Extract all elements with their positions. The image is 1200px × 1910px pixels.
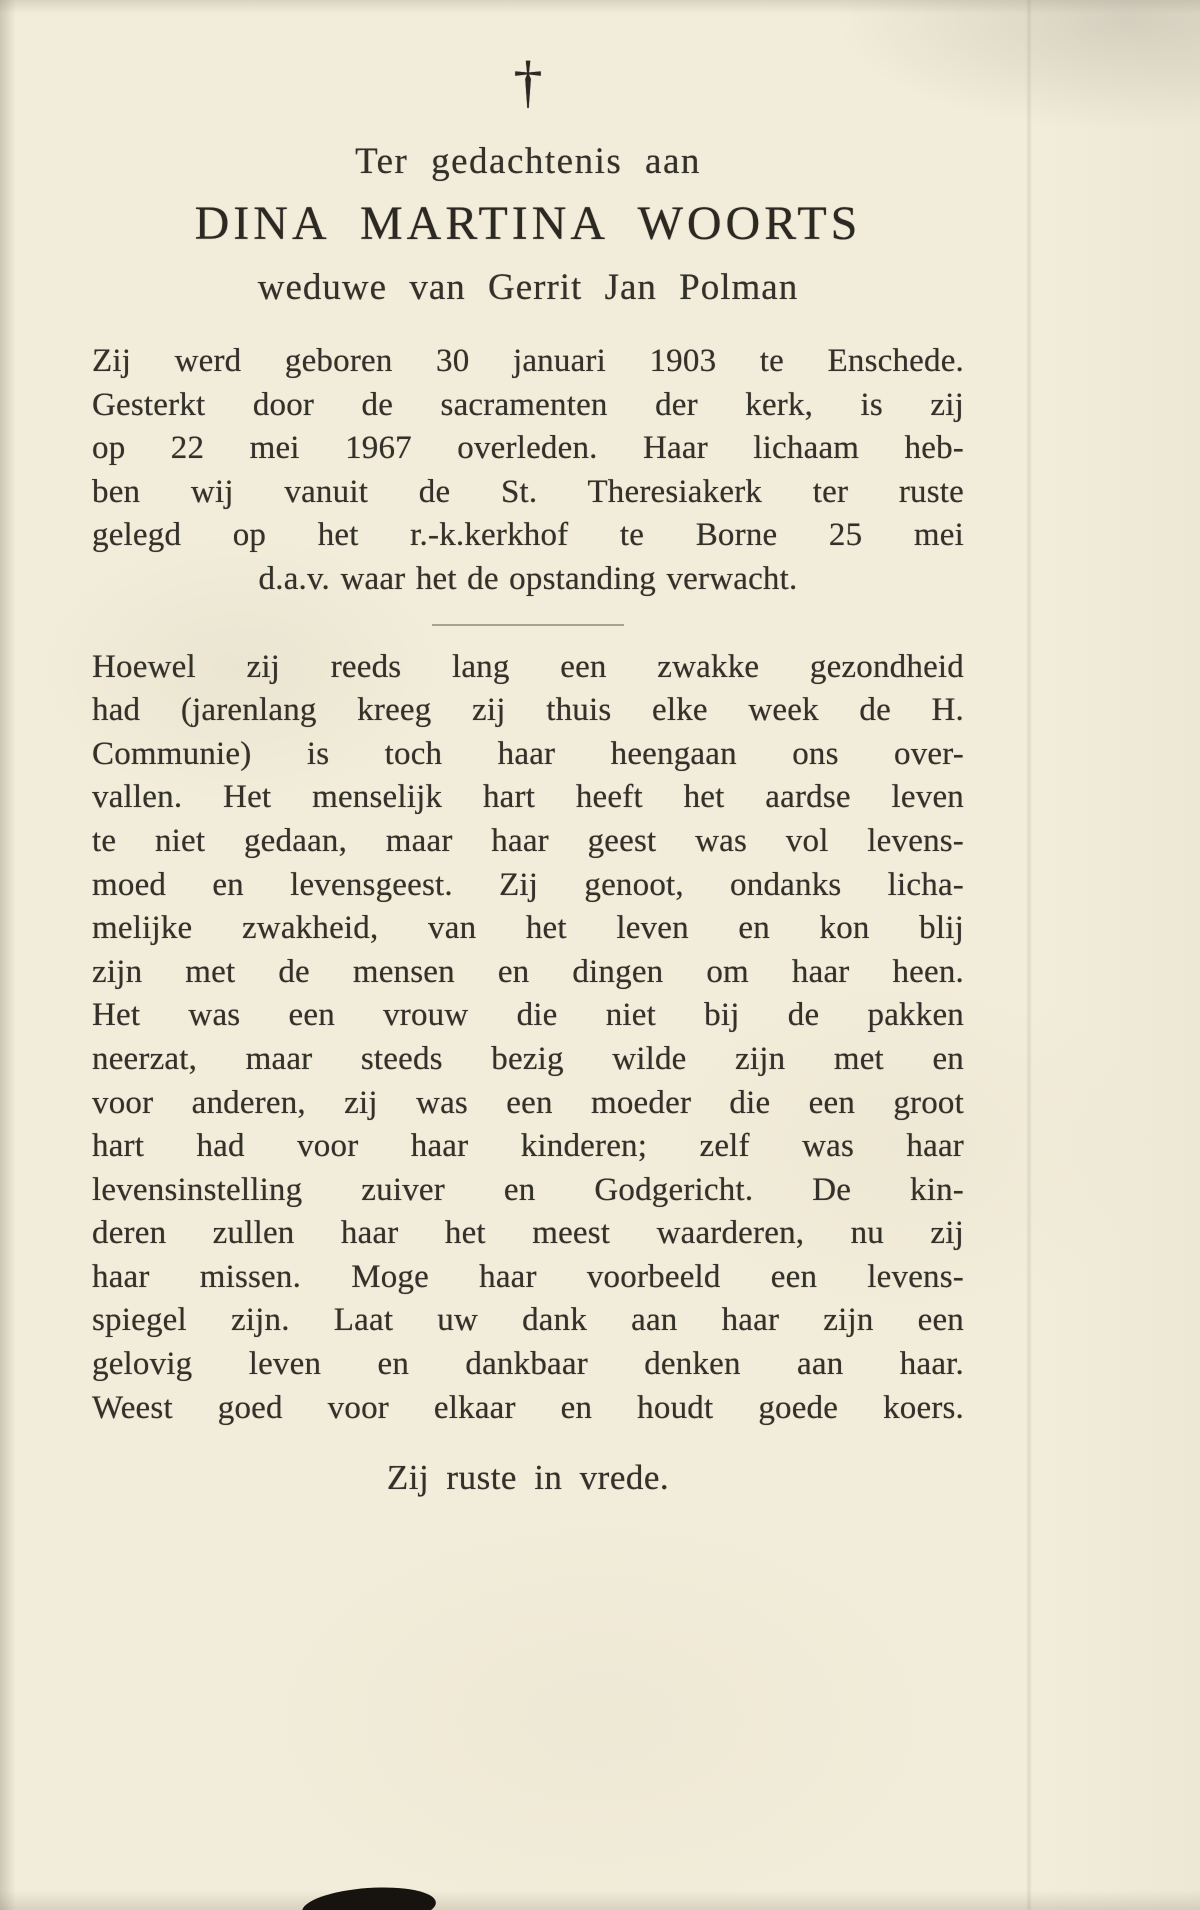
- deceased-name: DINA MARTINA WOORTS: [194, 197, 862, 250]
- text-line: zijn met de mensen en dingen om haar heen.: [92, 953, 964, 990]
- text-line: Hoewel zij reeds lang een zwakke gezondheid: [92, 648, 964, 685]
- closing-line: Zij ruste in vrede.: [386, 1458, 670, 1498]
- text-line: te niet gedaan, maar haar geest was vol levens-: [92, 822, 964, 859]
- text-line: Communie) is toch haar heengaan ons over-: [92, 735, 964, 772]
- widow-of-line: weduwe van Gerrit Jan Polman: [257, 267, 799, 308]
- text-line: hart had voor haar kinderen; zelf was haar: [92, 1128, 964, 1165]
- ink-stain: [301, 1883, 437, 1910]
- biography-paragraph: [92, 340, 964, 558]
- text-line: Zij werd geboren 30 januari 1903 te Enschede.: [92, 343, 964, 379]
- memorial-card-content: [92, 0, 964, 1500]
- text-line: gelegd op het r.-k.kerkhof te Borne 25 mei: [92, 517, 964, 554]
- text-line: neerzat, maar steeds bezig wilde zijn met en: [92, 1040, 964, 1077]
- text-line: Gesterkt door de sacramenten der kerk, is zij: [92, 386, 964, 423]
- text-line: haar missen. Moge haar voorbeeld een levens-: [92, 1258, 964, 1295]
- biography-last-line: d.a.v. waar het de opstanding verwacht.: [258, 560, 798, 597]
- memorial-text-block: [92, 340, 964, 1500]
- text-line: melijke zwakheid, van het leven en kon blij: [92, 910, 964, 947]
- paper-crease: [1026, 0, 1032, 1910]
- text-line: spiegel zijn. Laat uw dank aan haar zijn een: [92, 1302, 964, 1339]
- text-line: vallen. Het menselijk hart heeft het aardse leven: [92, 779, 964, 816]
- text-line: deren zullen haar het meest waarderen, nu zij: [92, 1215, 964, 1252]
- text-line: had (jarenlang kreeg zij thuis elke week de H.: [92, 692, 964, 729]
- text-line: Het was een vrouw die niet bij de pakken: [92, 997, 964, 1034]
- text-line: moed en levensgeest. Zij genoot, ondanks licha-: [92, 866, 964, 903]
- eulogy-paragraph: [92, 646, 964, 1431]
- text-line: Weest goed voor elkaar en houdt goede koers.: [92, 1389, 964, 1426]
- text-line: voor anderen, zij was een moeder die een groot: [92, 1084, 964, 1121]
- text-line: levensinstelling zuiver en Godgericht. De kin-: [92, 1171, 964, 1208]
- section-divider: [432, 624, 624, 626]
- text-line: gelovig leven en dankbaar denken aan haar.: [92, 1346, 964, 1383]
- text-line: op 22 mei 1967 overleden. Haar lichaam heb-: [92, 430, 964, 467]
- cross-icon: †: [513, 49, 543, 114]
- text-line: ben wij vanuit de St. Theresiakerk ter ruste: [92, 473, 964, 510]
- memorial-intro-line: Ter gedachtenis aan: [355, 141, 701, 182]
